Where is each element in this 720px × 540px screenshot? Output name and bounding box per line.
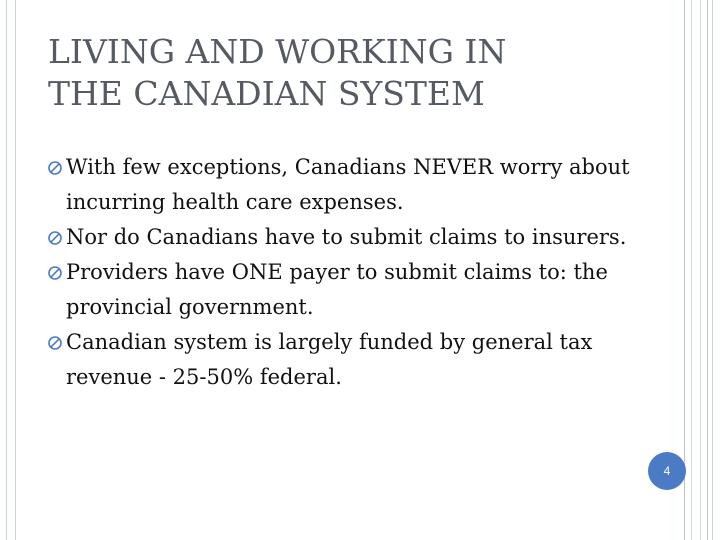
page-number-badge: 4 [648, 452, 686, 490]
slide-title-line-1: LIVING AND WORKING IN [48, 32, 507, 71]
bullet-text: Canadian system is largely funded by general tax revenue - 25-50% federal. [66, 330, 593, 389]
right-frame-border [684, 0, 708, 540]
circle-slash-bullet-icon [48, 336, 62, 350]
bullet-text: Providers have ONE payer to submit claims to: the provincial government. [66, 260, 608, 319]
circle-slash-bullet-icon [48, 161, 62, 175]
bullet-item [48, 255, 658, 325]
left-frame-border [6, 0, 16, 540]
bullet-item [48, 220, 658, 255]
bullet-item [48, 325, 658, 395]
slide-title [48, 31, 648, 115]
bullet-text: With few exceptions, Canadians NEVER worry about incurring health care expenses. [66, 155, 630, 214]
bullet-list [48, 150, 658, 395]
right-frame-outer-line [712, 0, 716, 540]
bullet-text: Nor do Canadians have to submit claims to insurers. [66, 225, 627, 249]
bullet-item [48, 150, 658, 220]
circle-slash-bullet-icon [48, 231, 62, 245]
circle-slash-bullet-icon [48, 266, 62, 280]
slide-title-line-2: THE CANADIAN SYSTEM [48, 74, 485, 113]
